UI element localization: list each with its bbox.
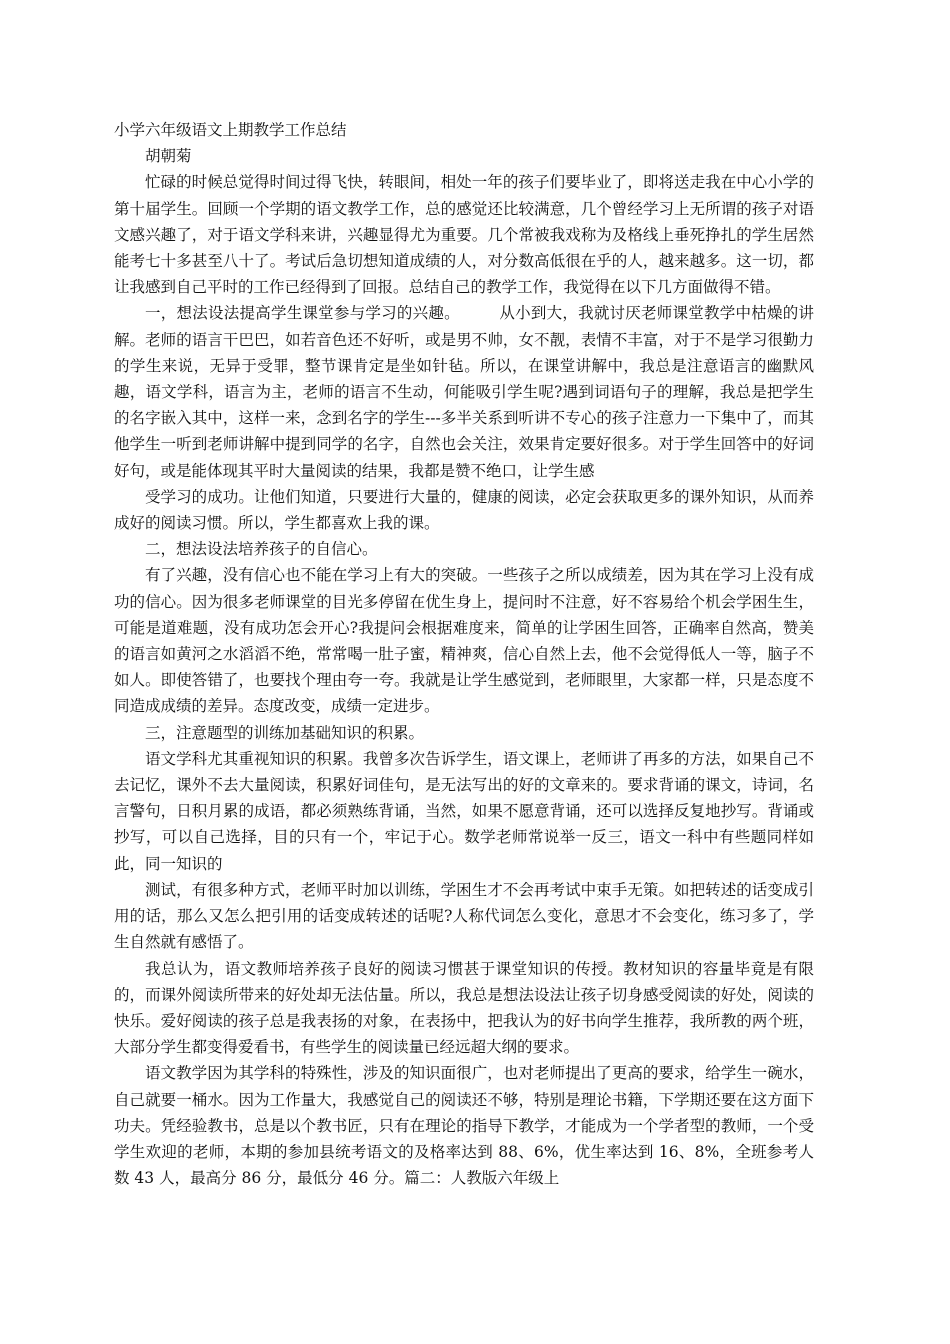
paragraph-intro: 忙碌的时候总觉得时间过得飞快，转眼间，相处一年的孩子们要毕业了，即将送走我在中心小学的第十届学生。回顾一个学期的语文教学工作，总的感觉还比较满意，几个曾经学习上无所谓的孩子对语文感兴趣了，对于语文学科来讲，兴趣显得尤为重要。几个常被我戏称为及格线上垂死挣扎的学生居然能考七十多甚至八十了。考试后急切想知道成绩的人，对分数高低很在乎的人，越来越多。这一切，都让我感到自己平时的工作已经得到了回报。总结自己的教学工作，我觉得在以下几方面做得不错。 — [114, 173, 814, 297]
paragraph-training-cont: 测试，有很多种方式，老师平时加以训练，学困生才不会再考试中束手无策。如把转述的话变成引用的话，那么又怎么把引用的话变成转述的话呢?人称代词怎么变化，意思才不会变化，练习多了，学生自然就有感悟了。 — [114, 880, 814, 952]
paragraph-training: 语文学科尤其重视知识的积累。我曾多次告诉学生，语文课上，老师讲了再多的方法，如果自己不去记忆，课外不去大量阅读，积累好词佳句，是无法写出的好的文章来的。要求背诵的课文，诗词，名言警句，日积月累的成语，都必须熟练背诵，当然，如果不愿意背诵，还可以选择反复地抄写。背诵或抄写，可以自己选择，目的只有一个，牢记于心。数学老师常说举一反三，语文一科中有些题同样如此，同一知识的 — [114, 749, 814, 873]
heading-training: 三，注意题型的训练加基础知识的积累。 — [145, 723, 425, 742]
paragraph-interest-cont: 受学习的成功。让他们知道，只要进行大量的，健康的阅读，必定会获取更多的课外知识，从而养成好的阅读习惯。所以，学生都喜欢上我的课。 — [114, 487, 814, 533]
paragraph-conclusion: 语文教学因为其学科的特殊性，涉及的知识面很广，也对老师提出了更高的要求，给学生一碗水，自己就要一桶水。因为工作量大，我感觉自己的阅读还不够，特别是理论书籍，下学期还要在这方面下功夫。凭经验教书，总是以个教书匠，只有在理论的指导下教学，才能成为一个学者型的教师，一个受学生欢迎的老师，本期的参加县统考语文的及格率达到 88、6%，优生率达到 16、8%，全班参考人数 43 人，最高分 86 分，最低分 46 分。篇二：人教版六年级上 — [114, 1064, 814, 1188]
paragraph-confidence: 有了兴趣，没有信心也不能在学习上有大的突破。一些孩子之所以成绩差，因为其在学习上没有成功的信心。因为很多老师课堂的目光多停留在优生身上，提问时不注意，好不容易给个机会学困生生，可能是道难题，没有成功怎会开心?我提问会根据难度来，简单的让学困生回答，正确率自然高，赞美的语言如黄河之水滔滔不绝，常常喝一肚子蜜，精神爽，信心自然上去，他不会觉得低人一等，脑子不如人。即使答错了，也要找个理由夸一夸。我就是让学生感觉到，老师眼里，大家都一样，只是态度不同造成成绩的差异。态度改变，成绩一定进步。 — [114, 566, 814, 716]
document-title: 小学六年级语文上期教学工作总结 — [114, 121, 347, 139]
paragraph-interest: 一，想法设法提高学生课堂参与学习的兴趣。 从小到大，我就讨厌老师课堂教学中枯燥的讲解。老师的语言干巴巴，如若音色还不好听，或是男不帅，女不靓，表情不丰富，对于不是学习很勤力的学生来说，无异于受罪，整节课肯定是坐如针毡。所以，在课堂讲解中，我总是注意语言的幽默风趣，语文学科，语言为主，老师的语言不生动，何能吸引学生呢?遇到词语句子的理解，我总是把学生的名字嵌入其中，这样一来，念到名字的学生---多半关系到听讲不专心的孩子注意力一下集中了，而其他学生一听到老师讲解中提到同学的名字，自然也会关注，效果肯定要好很多。对于学生回答中的好词好句，或是能体现其平时大量阅读的结果，我都是赞不绝口，让学生感 — [114, 304, 814, 480]
heading-confidence: 二，想法设法培养孩子的自信心。 — [145, 540, 378, 559]
paragraph-reading: 我总认为，语文教师培养孩子良好的阅读习惯甚于课堂知识的传授。教材知识的容量毕竟是有限的，而课外阅读所带来的好处却无法估量。所以，我总是想法设法让孩子切身感受阅读的好处，阅读的快乐。爱好阅读的孩子总是我表扬的对象，在表扬中，把我认为的好书向学生推荐，我所教的两个班，大部分学生都变得爱看书，有些学生的阅读量已经远超大纲的要求。 — [114, 959, 814, 1057]
document-body — [114, 117, 814, 1191]
author-line: 胡朝菊 — [145, 147, 192, 166]
